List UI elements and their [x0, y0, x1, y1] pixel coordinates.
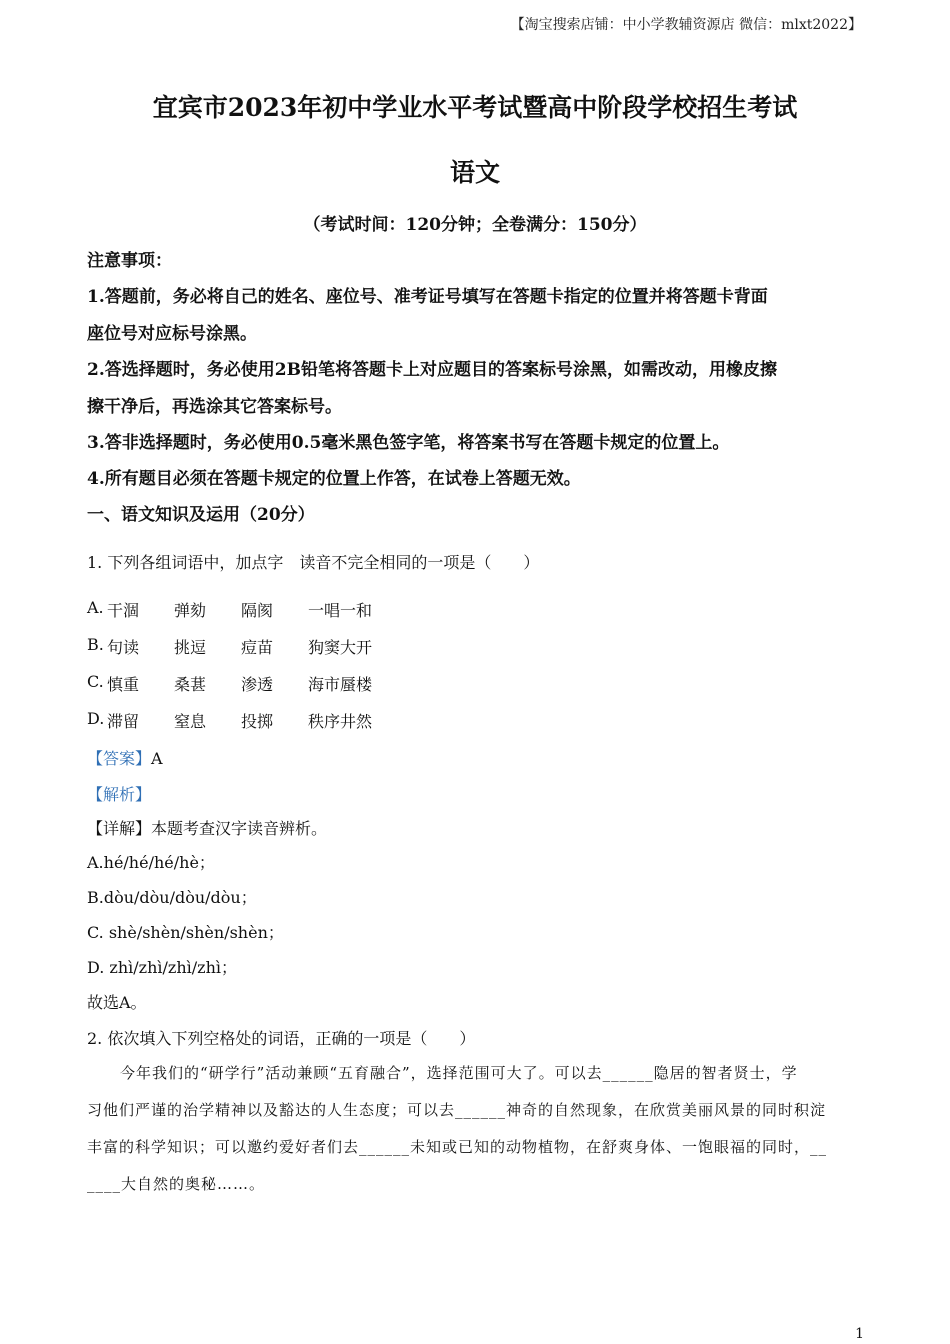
analysis-tag: 【解析】 — [87, 785, 152, 804]
option-word: 隔阂 — [241, 601, 274, 620]
option-word: 慎重 — [107, 675, 140, 694]
pinyin-d: D. zhì/zhì/zhì/zhì； — [87, 958, 238, 977]
time-info: （考试时间：120分钟；全卷满分：150分） — [303, 215, 647, 235]
notice-line-4: 擦干净后，再选涂其它答案标号。 — [87, 397, 342, 417]
answer-line — [87, 746, 163, 769]
passage-line-1: 今年我们的“研学行”活动兼顾“五育融合”，选择范围可大了。可以去______隐居的智者贤士，学 — [120, 1064, 798, 1082]
passage-line-3: 丰富的科学知识；可以邀约爱好者们去______未知或已知的动物植物，在舒爽身体、一饱眼福的同时，__ — [87, 1138, 828, 1156]
option-word: 秩序井然 — [308, 712, 373, 731]
option-word: 狗窦大开 — [308, 638, 373, 657]
q1-stem: 1. 下列各组词语中，加点字 读音不完全相同的一项是（ ） — [87, 553, 540, 572]
option-word: 痘苗 — [241, 638, 274, 657]
answer-value: A — [151, 749, 163, 768]
subject-title: 语文 — [449, 158, 500, 187]
option-word: 一唱一和 — [308, 601, 373, 620]
page-number: 1 — [855, 1326, 864, 1342]
option-word: 句读 — [107, 638, 140, 657]
answer-tag: 【答案】 — [87, 749, 152, 768]
option-word: 弹劾 — [174, 601, 207, 620]
header-note: 【淘宝搜索店铺：中小学教辅资源店 微信：mlxt2022】 — [510, 17, 862, 33]
conclusion: 故选A。 — [87, 993, 147, 1012]
notice-heading: 注意事项： — [87, 251, 172, 271]
notice-line-6: 4.所有题目必须在答题卡规定的位置上作答，在试卷上答题无效。 — [87, 469, 581, 489]
pinyin-b: B.dòu/dòu/dòu/dòu； — [87, 888, 257, 907]
notice-line-3: 2.答选择题时，务必使用2B铅笔将答题卡上对应题目的答案标号涂黑，如需改动，用橡皮擦 — [87, 360, 777, 380]
pinyin-a: A.hé/hé/hé/hè； — [87, 853, 215, 872]
passage-line-2: 习他们严谨的治学精神以及豁达的人生态度；可以去______神奇的自然现象，在欣赏美丽风景的同时积淀 — [87, 1101, 827, 1119]
exam-title: 宜宾市2023年初中学业水平考试暨高中阶段学校招生考试 — [152, 93, 798, 122]
option-word: 桑葚 — [174, 675, 207, 694]
detail-line: 【详解】本题考查汉字读音辨析。 — [87, 819, 328, 838]
option-label: C. — [87, 672, 104, 691]
section-heading: 一、语文知识及运用（20分） — [87, 505, 315, 525]
option-word: 挑逗 — [174, 638, 207, 657]
option-word: 滞留 — [107, 712, 140, 731]
option-word: 海市蜃楼 — [308, 675, 373, 694]
option-word: 渗透 — [241, 675, 274, 694]
q2-stem: 2. 依次填入下列空格处的词语，正确的一项是（ ） — [87, 1029, 476, 1048]
pinyin-c: C. shè/shèn/shèn/shèn； — [87, 923, 284, 942]
option-word: 干涸 — [107, 601, 140, 620]
notice-line-2: 座位号对应标号涂黑。 — [87, 324, 257, 344]
option-word: 窒息 — [174, 712, 207, 731]
option-label: B. — [87, 635, 104, 654]
option-label: D. — [87, 709, 105, 728]
notice-line-1: 1.答题前，务必将自己的姓名、座位号、准考证号填写在答题卡指定的位置并将答题卡背面 — [87, 287, 768, 307]
option-word: 投掷 — [241, 712, 274, 731]
notice-line-5: 3.答非选择题时，务必使用0.5毫米黑色签字笔，将答案书写在答题卡规定的位置上。 — [87, 433, 730, 453]
passage-line-4: ____大自然的奥秘……。 — [87, 1175, 266, 1193]
option-label: A. — [87, 598, 104, 617]
